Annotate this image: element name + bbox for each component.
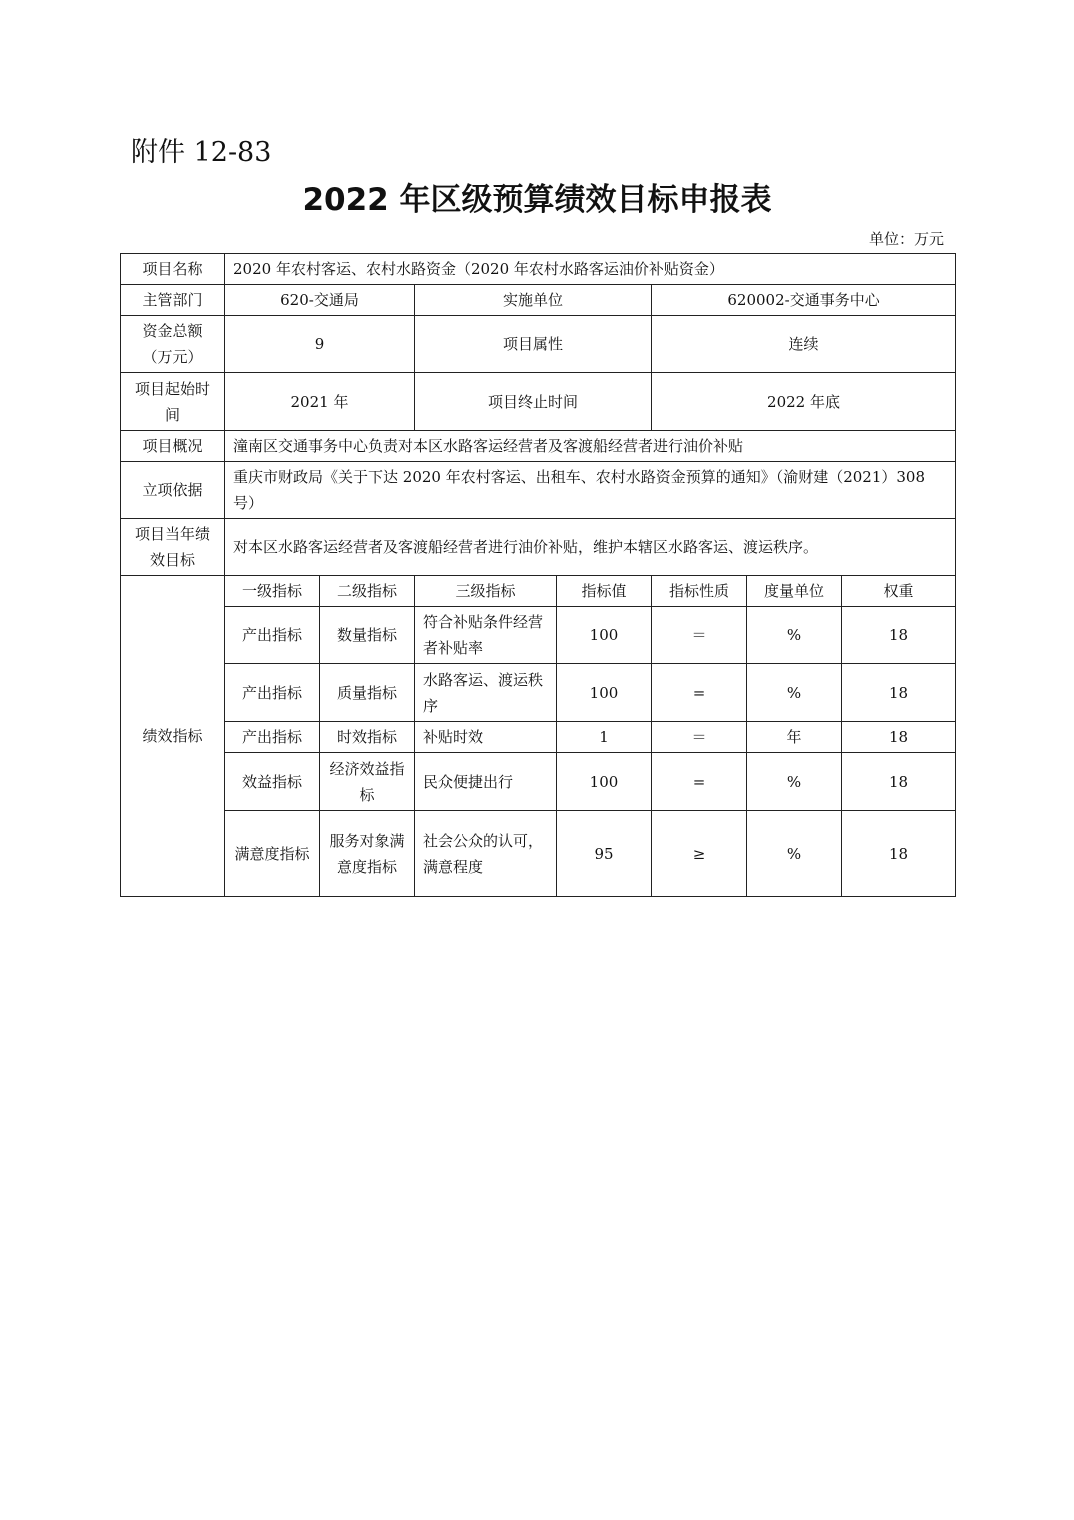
indicator-l2: 质量指标 — [320, 664, 415, 722]
indicator-header-row — [121, 576, 956, 607]
indicator-l2: 时效指标 — [320, 722, 415, 753]
impl-value: 620002-交通事务中心 — [652, 285, 956, 316]
budget-performance-table — [120, 253, 956, 897]
table-row — [121, 607, 956, 664]
indicator-nature: = — [652, 753, 747, 811]
indicator-l3: 水路客运、渡运秩序 — [415, 664, 557, 722]
table-row — [121, 753, 956, 811]
row-department — [121, 285, 956, 316]
row-basis — [121, 462, 956, 519]
indicator-l2: 服务对象满意度指标 — [320, 811, 415, 897]
attr-value: 连续 — [652, 316, 956, 373]
indicator-unit: % — [747, 753, 842, 811]
indicator-weight: 18 — [842, 664, 956, 722]
indicator-weight: 18 — [842, 722, 956, 753]
indicator-value: 100 — [557, 664, 652, 722]
indicator-section-label: 绩效指标 — [121, 576, 225, 897]
overview-label: 项目概况 — [121, 431, 225, 462]
indicator-l1: 产出指标 — [225, 607, 320, 664]
indicator-l1: 效益指标 — [225, 753, 320, 811]
impl-label: 实施单位 — [415, 285, 652, 316]
row-project-name — [121, 254, 956, 285]
start-label: 项目起始时间 — [121, 373, 225, 431]
header-l1: 一级指标 — [225, 576, 320, 607]
indicator-nature: = — [652, 664, 747, 722]
indicator-nature: ＝ — [652, 722, 747, 753]
project-name-label: 项目名称 — [121, 254, 225, 285]
indicator-l2: 经济效益指标 — [320, 753, 415, 811]
header-l2: 二级指标 — [320, 576, 415, 607]
indicator-value: 1 — [557, 722, 652, 753]
header-nature: 指标性质 — [652, 576, 747, 607]
goal-label: 项目当年绩效目标 — [121, 519, 225, 576]
indicator-weight: 18 — [842, 607, 956, 664]
indicator-l2: 数量指标 — [320, 607, 415, 664]
dept-value: 620-交通局 — [225, 285, 415, 316]
table-row — [121, 722, 956, 753]
indicator-value: 100 — [557, 607, 652, 664]
attachment-number: 附件 12-83 — [131, 137, 272, 168]
row-goal — [121, 519, 956, 576]
indicator-weight: 18 — [842, 753, 956, 811]
header-l3: 三级指标 — [415, 576, 557, 607]
fund-value: 9 — [225, 316, 415, 373]
indicator-unit: % — [747, 811, 842, 897]
indicator-l1: 产出指标 — [225, 664, 320, 722]
basis-value: 重庆市财政局《关于下达 2020 年农村客运、出租车、农村水路资金预算的通知》（渝财建（2021）308 号） — [225, 462, 956, 519]
indicator-nature: ≥ — [652, 811, 747, 897]
row-time — [121, 373, 956, 431]
indicator-l1: 产出指标 — [225, 722, 320, 753]
attr-label: 项目属性 — [415, 316, 652, 373]
indicator-l3: 符合补贴条件经营者补贴率 — [415, 607, 557, 664]
indicator-unit: % — [747, 607, 842, 664]
indicator-value: 100 — [557, 753, 652, 811]
page-title: 2022 年区级预算绩效目标申报表 — [302, 182, 772, 218]
end-label: 项目终止时间 — [415, 373, 652, 431]
end-value: 2022 年底 — [652, 373, 956, 431]
indicator-l3: 民众便捷出行 — [415, 753, 557, 811]
fund-label: 资金总额（万元） — [121, 316, 225, 373]
header-value: 指标值 — [557, 576, 652, 607]
header-unit: 度量单位 — [747, 576, 842, 607]
start-value: 2021 年 — [225, 373, 415, 431]
indicator-l3: 社会公众的认可，满意程度 — [415, 811, 557, 897]
table-row — [121, 664, 956, 722]
row-fund — [121, 316, 956, 373]
row-overview — [121, 431, 956, 462]
goal-value: 对本区水路客运经营者及客渡船经营者进行油价补贴，维护本辖区水路客运、渡运秩序。 — [225, 519, 956, 576]
indicator-value: 95 — [557, 811, 652, 897]
indicator-unit: 年 — [747, 722, 842, 753]
indicator-unit: % — [747, 664, 842, 722]
overview-value: 潼南区交通事务中心负责对本区水路客运经营者及客渡船经营者进行油价补贴 — [225, 431, 956, 462]
table-row — [121, 811, 956, 897]
indicator-weight: 18 — [842, 811, 956, 897]
indicator-nature: ＝ — [652, 607, 747, 664]
indicator-l1: 满意度指标 — [225, 811, 320, 897]
indicator-l3: 补贴时效 — [415, 722, 557, 753]
dept-label: 主管部门 — [121, 285, 225, 316]
project-name-value: 2020 年农村客运、农村水路资金（2020 年农村水路客运油价补贴资金） — [225, 254, 956, 285]
unit-label: 单位：万元 — [868, 230, 944, 248]
basis-label: 立项依据 — [121, 462, 225, 519]
header-weight: 权重 — [842, 576, 956, 607]
